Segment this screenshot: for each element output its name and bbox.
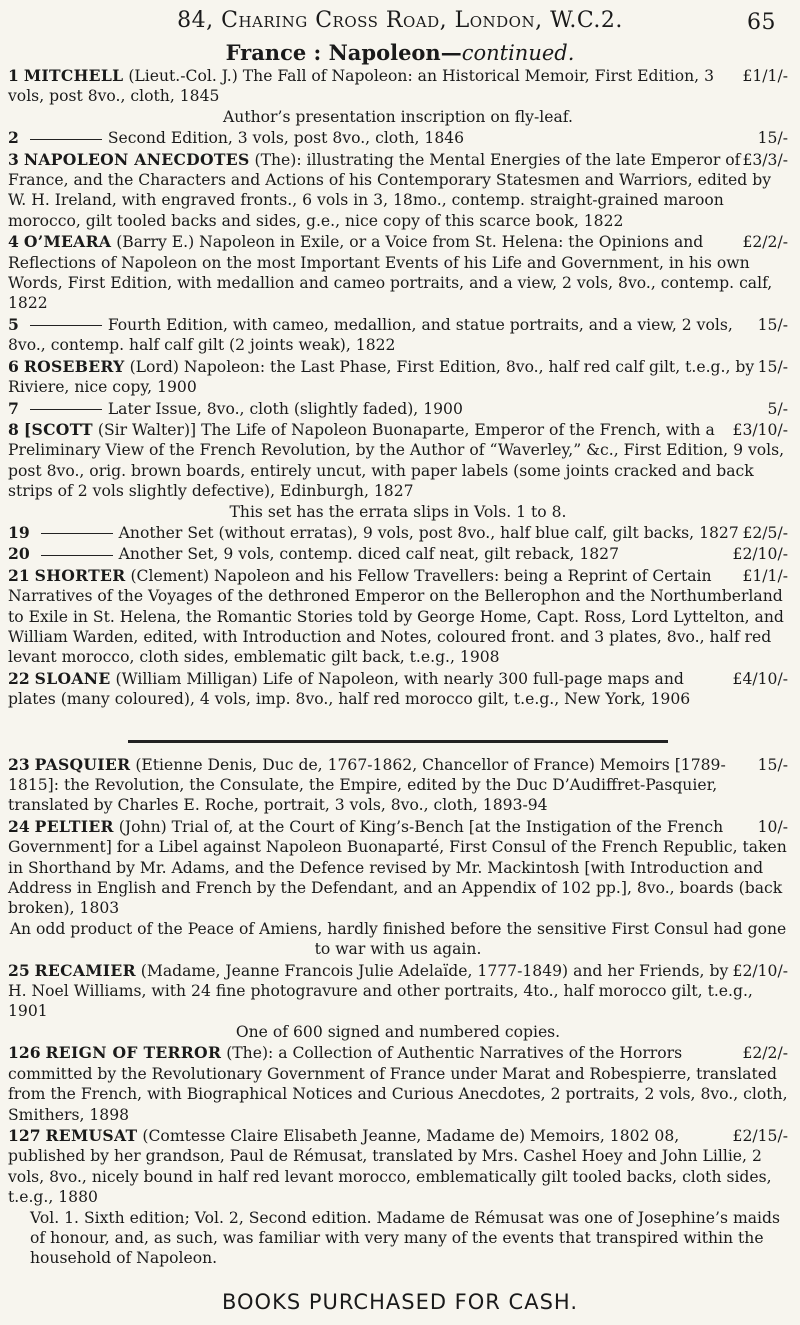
section-title-main: France : Napoleon—	[225, 40, 462, 65]
page-number: 65	[747, 10, 776, 35]
entry-price: 15/-	[757, 315, 788, 334]
section-divider	[128, 740, 668, 743]
ditto-rule	[30, 325, 102, 326]
entry-price: £1/1/-	[742, 67, 788, 85]
entry-number: 126	[8, 1043, 41, 1063]
catalogue-entry	[8, 1043, 788, 1125]
entry-description: Later Issue, 8vo., cloth (slightly faded), 1900	[107, 399, 463, 418]
entry-number: 1	[8, 66, 19, 85]
catalogue-entry	[8, 128, 788, 148]
entry-number: 19	[8, 522, 30, 542]
entry-author: RECAMIER	[34, 960, 136, 980]
entry-number: 24	[8, 816, 30, 836]
entry-number: 8	[8, 419, 19, 439]
entry-price: 5/-	[767, 399, 788, 418]
entry-author: SHORTER	[34, 565, 126, 585]
catalogue-entry	[8, 232, 788, 314]
entry-number: 25	[8, 960, 30, 980]
entry-number: 4	[8, 232, 19, 252]
entry-price: £3/10/-	[732, 420, 788, 439]
entry-price: 15/-	[757, 129, 788, 148]
entry-description: Fourth Edition, with cameo, medallion, and statue portraits, and a view, 2 vols, 8vo., contemp. half calf gilt (2 joints weak), 1822	[8, 315, 733, 355]
catalogue-entry	[8, 544, 788, 564]
section-title	[0, 40, 800, 65]
entry-author: NAPOLEON ANECDOTES	[23, 149, 250, 169]
entry-price: 15/-	[757, 755, 788, 774]
entry-price: £2/10/-	[732, 545, 788, 564]
catalogue-entry	[8, 1126, 788, 1269]
entry-price: £2/15/-	[732, 1126, 788, 1145]
entry-number: 6	[8, 356, 19, 376]
ditto-rule	[30, 139, 102, 140]
entry-note: Vol. 1. Sixth edition; Vol. 2, Second edition. Madame de Rémusat was one of Josephine’s maids of honour, and, as such, was familiar with very many of the events that transpired within the household of Napoleon.	[30, 1208, 781, 1268]
entry-description: (Barry E.) Napoleon in Exile, or a Voice from St. Helena: the Opinions and Reflections of Napoleon on the most Important Events of his Life and Government, in his own Words, First Edition, with medallion and cameo portraits, and a view, 2 vols, 8vo., contemp. calf, 1822	[8, 233, 773, 313]
catalogue-entry	[8, 66, 788, 127]
entry-number: 23	[8, 754, 30, 774]
entry-price: £2/5/-	[742, 523, 788, 542]
footer-notice: BOOKS PURCHASED FOR CASH.	[221, 1290, 579, 1314]
entry-description: (Clement) Napoleon and his Fellow Travellers: being a Reprint of Certain Narratives of the Voyages of the dethroned Emperor on the Bellerophon and the Northumberland to Exile in St. Helena, the Romantic Stories told by George Home, Capt. Ross, Lord Lyttelton, and William Warden, edited, with Introduction and Notes, coloured front. and 3 plates, 8vo., half red levant morocco, cloth sides, emblematic gilt back, t.e.g., 1908	[8, 566, 784, 667]
entry-description: Another Set (without erratas), 9 vols, post 8vo., half blue calf, gilt backs, 1827	[118, 523, 739, 542]
catalogue-entry	[8, 399, 788, 419]
entry-author: [SCOTT	[23, 419, 93, 439]
ditto-rule	[41, 555, 113, 556]
catalogue-entry	[8, 566, 788, 668]
entry-price: 15/-	[757, 357, 788, 376]
catalogue-entry	[8, 523, 788, 543]
entry-number: 21	[8, 565, 30, 585]
entry-description: (Madame, Jeanne Francois Julie Adelaïde, 1777-1849) and her Friends, by H. Noel Williams, with 24 fine photogravure and other portraits, 4to., half morocco gilt, t.e.g., 1901	[8, 961, 753, 1021]
entry-number: 2	[8, 128, 19, 148]
entry-note: One of 600 signed and numbered copies.	[235, 1022, 561, 1041]
entry-price: £2/2/-	[742, 1044, 788, 1063]
entry-description: (Etienne Denis, Duc de, 1767-1862, Chancellor of France) Memoirs [1789-1815]: the Revolution, the Consulate, the Empire, edited by the Duc D’Audiffret-Pasquier, translated by Charles E. Roche, portrait, 3 vols, 8vo., cloth, 1893-94	[8, 755, 726, 815]
entry-author: ROSEBERY	[23, 356, 125, 376]
entry-number: 7	[8, 398, 19, 418]
entry-author: O’MEARA	[23, 232, 112, 252]
catalogue-entry	[8, 669, 788, 710]
entry-note: Author’s presentation inscription on fly-leaf.	[223, 107, 573, 126]
catalogue-entry	[8, 961, 788, 1043]
entry-number: 22	[8, 668, 30, 688]
entry-description: (Lieut.-Col. J.) The Fall of Napoleon: an Historical Memoir, First Edition, 3 vols, post 8vo., cloth, 1845	[8, 67, 715, 106]
entry-description: (Comtesse Claire Elisabeth Jeanne, Madame de) Memoirs, 1802 08, published by her grandson, Paul de Rémusat, translated by Mrs. Cashel Hoey and John Lillie, 2 vols, 8vo., nicely bound in half red levant morocco, emblematically gilt tooled backs, cloth sides, t.e.g., 1880	[8, 1126, 772, 1207]
catalogue-entry	[8, 315, 788, 356]
catalogue-entry	[8, 150, 788, 232]
entry-price: £1/1/-	[742, 566, 788, 585]
entry-description: (Lord) Napoleon: the Last Phase, First Edition, 8vo., half red calf gilt, t.e.g., by Riviere, nice copy, 1900	[8, 357, 755, 397]
entry-price: £4/10/-	[732, 669, 788, 688]
entry-description: Another Set, 9 vols, contemp. diced calf neat, gilt reback, 1827	[118, 545, 620, 564]
entry-list	[8, 66, 788, 1270]
entry-number: 127	[8, 1125, 41, 1145]
entry-author: MITCHELL	[23, 66, 124, 85]
entry-price: 10/-	[757, 817, 788, 836]
catalogue-entry	[8, 357, 788, 398]
entry-note: An odd product of the Peace of Amiens, hardly finished before the sensitive First Consul had gone to war with us again.	[9, 919, 787, 959]
entry-description: Second Edition, 3 vols, post 8vo., cloth, 1846	[107, 129, 465, 148]
ditto-rule	[41, 533, 113, 534]
header-address: 84, Charing Cross Road, London, W.C.2.	[177, 8, 623, 33]
entry-number: 3	[8, 149, 19, 169]
entry-price: £2/2/-	[742, 233, 788, 252]
entry-number: 5	[8, 314, 19, 334]
entry-description: (The): illustrating the Mental Energies of the late Emperor of France, and the Characters and Actions of his Contemporary Statesmen and Warriors, edited by W. H. Ireland, with engraved fronts., 6 vols in 3, 18mo., contemp. straight-grained maroon morocco, gilt tooled backs and sides, g.e., nice copy of this scarce book, 1822	[8, 150, 772, 230]
entry-price: £3/3/-	[742, 150, 788, 169]
catalogue-entry	[8, 817, 788, 960]
entry-description: (William Milligan) Life of Napoleon, with nearly 300 full-page maps and plates (many coloured), 4 vols, imp. 8vo., half red morocco gilt, t.e.g., New York, 1906	[8, 669, 691, 709]
entry-author: PELTIER	[34, 816, 114, 836]
entry-author: SLOANE	[34, 668, 111, 688]
entry-number: 20	[8, 544, 30, 564]
entry-description: (The): a Collection of Authentic Narratives of the Horrors committed by the Revolutionary Government of France under Marat and Robespierre, translated from the French, with Biographical Notices and Curious Anecdotes, 2 portraits, 2 vols, 8vo., cloth, Smithers, 1898	[8, 1044, 788, 1124]
entry-description: (John) Trial of, at the Court of King’s-Bench [at the Instigation of the French Government] for a Libel against Napoleon Buonaparté, First Consul of the French Republic, taken in Shorthand by Mr. Adams, and the Defence revised by Mr. Mackintosh [with Introduction and Address in English and French by the Defendant, and an Appendix of 102 pp.], 8vo., boards (back broken), 1803	[8, 817, 787, 918]
catalogue-entry	[8, 420, 788, 522]
ditto-rule	[30, 409, 102, 410]
entry-author: REIGN OF TERROR	[45, 1043, 222, 1063]
catalogue-entry	[8, 755, 788, 816]
entry-note: This set has the errata slips in Vols. 1 to 8.	[229, 502, 567, 521]
section-title-cont: continued.	[461, 41, 575, 65]
entry-author: REMUSAT	[45, 1125, 138, 1145]
entry-description: (Sir Walter)] The Life of Napoleon Buonaparte, Emperor of the French, with a Preliminary View of the French Revolution, by the Author of “Waverley,” &c., First Edition, 9 vols, post 8vo., orig. brown boards, entirely uncut, with paper labels (some joints cracked and back strips of 2 vols slightly defective), Edinburgh, 1827	[8, 420, 785, 501]
entry-author: PASQUIER	[34, 754, 131, 774]
entry-price: £2/10/-	[732, 961, 788, 980]
